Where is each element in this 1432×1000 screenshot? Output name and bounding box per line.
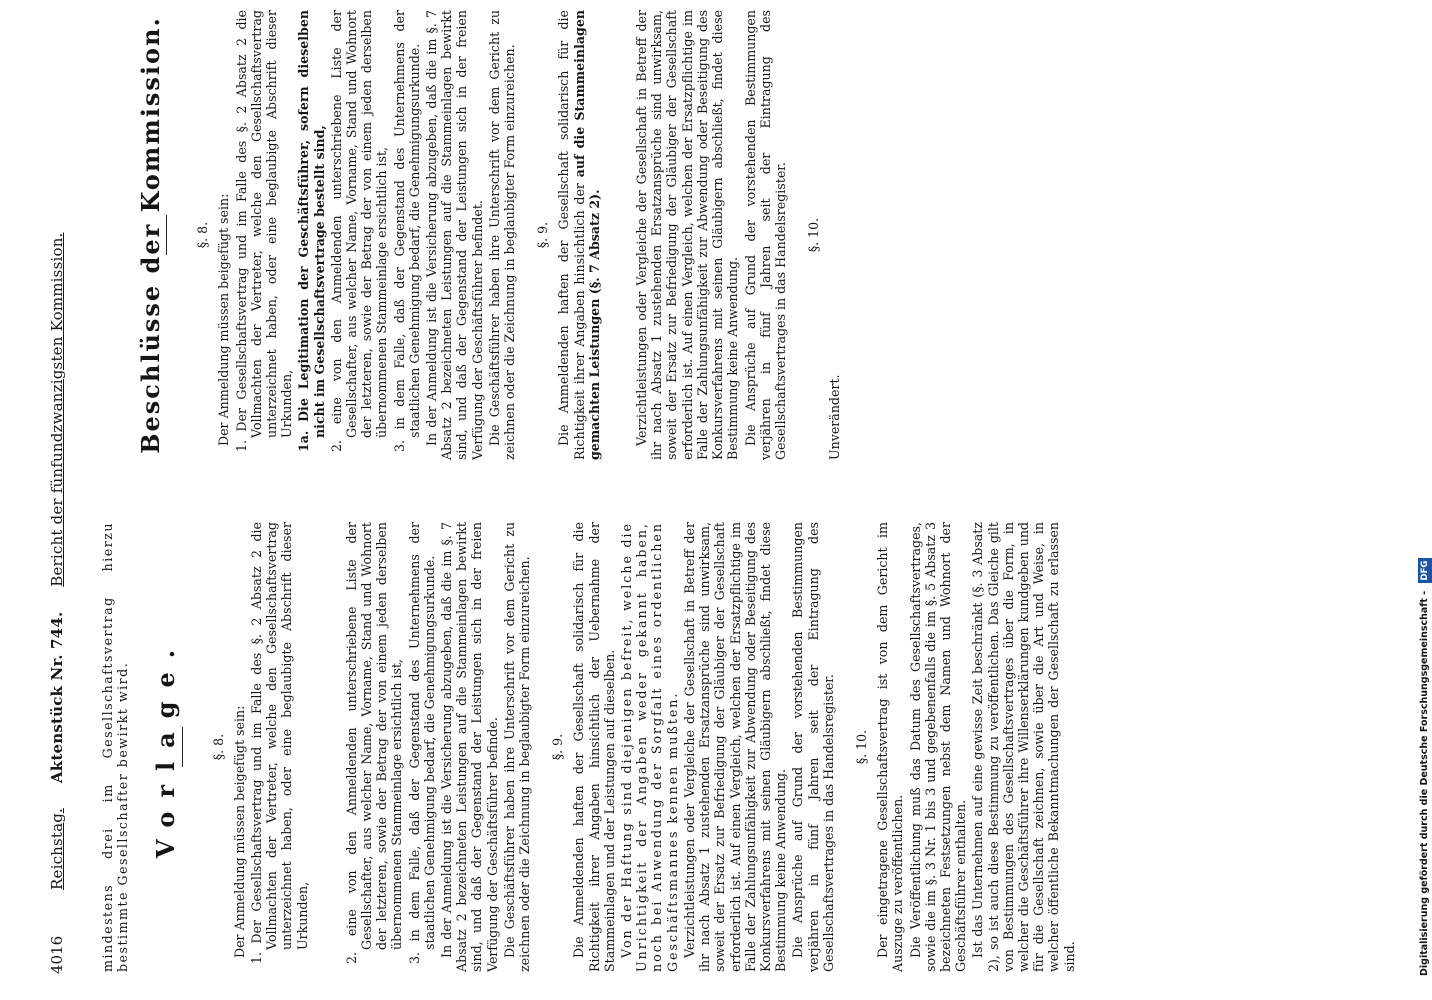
rotated-document-page <box>40 0 1412 980</box>
beschluesse-s8-heading: §. 8. <box>195 221 211 249</box>
running-header <box>40 0 74 980</box>
beschluesse-s9-para-1 <box>556 10 602 460</box>
beschluesse-s10-heading: §. 10. <box>806 217 822 253</box>
digitization-credit: Digitalisierung gefördert durch die Deutsche Forschungsgemeinschaft - <box>1419 590 1430 976</box>
vorlage-s10-para-2: Die Veröffentlichung muß das Datum des Gesellschaftsvertrages, sowie die im §. 3 Nr. 1 bis 3 und gegebenenfalls die im §. 5 Absatz 3 bezeichneten Festsetzungen nebst dem Namen und Wohnort der Geschäftsführer enthalten. <box>907 522 969 972</box>
vorlage-s10-para-1: Der eingetragene Gesellschaftsvertrag ist von dem Gericht im Auszuge zu veröffentlichen. <box>875 522 906 972</box>
beschluesse-s10-para-1: Unverändert. <box>827 374 843 460</box>
beschluesse-s8-para-2: Die Geschäftsführer haben ihre Unterschrift vor dem Gericht zu zeichnen oder die Zeichnung in beglaubigter Form einzureichen. <box>486 10 518 460</box>
vorlage-s8-intro: Der Anmeldung müssen beigefügt sein: <box>231 705 247 958</box>
beschluesse-s8-item-2: 2. eine von den Anmeldenden unterschriebene Liste der Gesellschafter, aus welcher Name, Vorname, Stand und Wohnort der letzteren, sowie der Betrag der von einem jeden derselben übernommenen Stammeinlage ersichtlich ist, <box>328 10 390 452</box>
beschluesse-s8-item-1: 1. Der Gesellschaftsvertrag und im Falle des §. 2 Absatz 2 die Vollmachten der Vertreter, welche den Gesellschaftsvertrag unterzeichnet haben, oder eine beglaubigte Abschrift dieser Urkunden, <box>233 10 295 452</box>
vorlage-title: Vorlage. <box>151 635 181 859</box>
header-aktenstueck: Aktenstück Nr. 744. <box>48 611 66 784</box>
column-vorlage <box>100 522 1079 972</box>
header-reichstag: Reichstag. <box>48 807 66 890</box>
beschluesse-s8-item-1a: 1a. Die Legitimation der Geschäftsführer, sofern dieselben nicht im Gesellschaftsvertrage bestellt sind, <box>296 10 327 452</box>
beschluesse-s8-item-3: 3. in dem Falle, daß der Gegenstand des Unternehmens der staatlichen Genehmigung bedarf, die Genehmigungsurkunde. <box>391 10 422 452</box>
vorlage-s9-para-1: Die Anmeldenden haften der Gesellschaft solidarisch für die Richtigkeit ihrer Angaben hinsichtlich der Uebernahme der Stammeinlagen und der Leistungen auf dieselben. <box>571 522 617 972</box>
vorlage-s9-para-3: Verzichtleistungen oder Vergleiche der Gesellschaft in Betreff der ihr nach Absatz 1 zustehenden Ersatzansprüche sind unwirksam, soweit der Ersatz zur Befriedigung der Gläubiger der Gesellschaft erforderlich ist. Auf einen Vergleich, welchen der Ersatzpflichtige im Falle der Zahlungsunfähigkeit zur Abwendung oder Beseitigung des Konkursverfahrens mit seinen Gläubigern abschließt, findet diese Bestimmung keine Anwendung. <box>681 522 789 972</box>
header-bericht: Bericht der fünfundzwanzigsten Kommission. <box>48 232 66 587</box>
dfg-logo: DFG <box>1418 558 1432 584</box>
beschluesse-s9-para-3: Die Ansprüche auf Grund der vorstehenden Bestimmungen verjähren in fünf Jahren seit der Eintragung des Gesellschaftsvertrages in das Handelsregister. <box>742 10 788 460</box>
header-run <box>40 232 74 890</box>
vorlage-s8-item-1: 1. Der Gesellschaftsvertrag und im Falle des §. 2 Absatz 2 die Vollmachten der Vertreter, welche den Gesellschaftsvertrag unterzeichnet haben, oder eine beglaubigte Abschrift dieser Urkunden, <box>249 522 310 964</box>
vorlage-s8-para-1: In der Anmeldung ist die Versicherung abzugeben, daß die im §. 7 Absatz 2 bezeichneten Leistungen auf die Stammeinlagen bewirkt sind, und daß der Gegenstand der Leistungen sich in der freien Verfügung der Geschäftsführer befinde. <box>439 522 500 972</box>
digitization-notice <box>1418 14 1432 990</box>
digitization-notice-text <box>1418 0 1432 990</box>
vorlage-s9-para-2: Von der Haftung sind diejenigen befreit, welche die Unrichtigkeit der Angaben weder gekannt haben, noch bei Anwendung der Sorgfalt eines ordentlichen Geschäftsmannes kennen mußten. <box>619 522 680 972</box>
vorlage-s10-heading: §. 10. <box>853 729 869 765</box>
vorlage-s8-item-2: 2. eine von den Anmeldenden unterschriebene Liste der Gesellschafter, aus welcher Name, Vorname, Stand und Wohnort der letzteren, sowie der Betrag der von einem jeden derselben übernommenen Stammeinlage ersichtlich ist, <box>343 522 405 964</box>
page-number: 4016 <box>48 935 66 974</box>
vorlage-s10-para-3: Ist das Unternehmen auf eine gewisse Zeit beschränkt (§. 3 Absatz 2), so ist auch diese Bestimmung zu veröffentlichen. Das Gleiche gilt von Bestimmungen des Gesellschaftsvertrages über die Form, in welcher die Geschäftsführer ihre Willenserklärungen kundgeben und für die Gesellschaft zeichnen, sowie über die Art und Weise, in welcher öffentliche Bekanntmachungen der Gesellschaft zu erlassen sind. <box>970 522 1077 972</box>
vorlage-lead-text: mindestens drei im Gesellschaftsvertrag hierzu bestimmte Gesellschafter bewirkt wird. <box>100 522 131 972</box>
column-beschluesse <box>100 10 845 460</box>
beschluesse-s8-intro: Der Anmeldung müssen beigefügt sein: <box>216 193 232 446</box>
vorlage-s9-para-4: Die Ansprüche auf Grund der vorstehenden Bestimmungen verjähren in fünf Jahren seit der Eintragung des Gesellschaftsvertrages in das Handelsregister. <box>790 522 836 972</box>
beschluesse-s9-para-1-text: Die Anmeldenden haften der Gesellschaft solidarisch für die Richtigkeit ihrer Angaben hinsichtlich der <box>556 10 587 460</box>
beschluesse-title: Beschlüsse der Kommission. <box>136 16 165 454</box>
vorlage-s8-item-3: 3. in dem Falle, daß der Gegenstand des Unternehmens der staatlichen Genehmigung bedarf, die Genehmigungsurkunde. <box>406 522 437 964</box>
beschluesse-s8-para-1: In der Anmeldung ist die Versicherung abzugeben, daß die im §. 7 Absatz 2 bezeichneten Leistungen auf die Stammeinlagen bewirkt sind, und daß der Gegenstand der Leistungen sich in der freien Verfügung der Geschäftsführer befindet. <box>424 10 485 460</box>
vorlage-s8-heading: §. 8. <box>210 733 226 761</box>
vorlage-s9-heading: §. 9. <box>550 733 566 761</box>
beschluesse-s9-heading: §. 9. <box>535 221 551 249</box>
title-divider <box>166 215 167 255</box>
beschluesse-s9-para-2: Verzichtleistungen oder Vergleiche der Gesellschaft in Betreff der ihr nach Absatz 1 zustehenden Ersatzansprüche sind unwirksam, soweit der Ersatz zur Befriedigung der Gläubiger der Gesellschaft erforderlich ist. Auf einen Vergleich, welchen der Ersatzpflichtige im Falle der Zahlungsunfähigkeit zur Abwendung oder Beseitigung des Konkursverfahrens mit seinen Gläubigern abschließt, findet diese Bestimmung keine Anwendung. <box>634 10 741 460</box>
beschluesse-s9-para-1-bold: auf die Stammeinlagen gemachten Leistungen (§. 7 Absatz 2). <box>571 10 602 460</box>
vorlage-s8-para-2: Die Geschäftsführer haben ihre Unterschrift vor dem Gericht zu zeichnen oder die Zeichnung in beglaubigter Form einzureichen. <box>501 522 533 972</box>
title-divider <box>182 727 183 767</box>
